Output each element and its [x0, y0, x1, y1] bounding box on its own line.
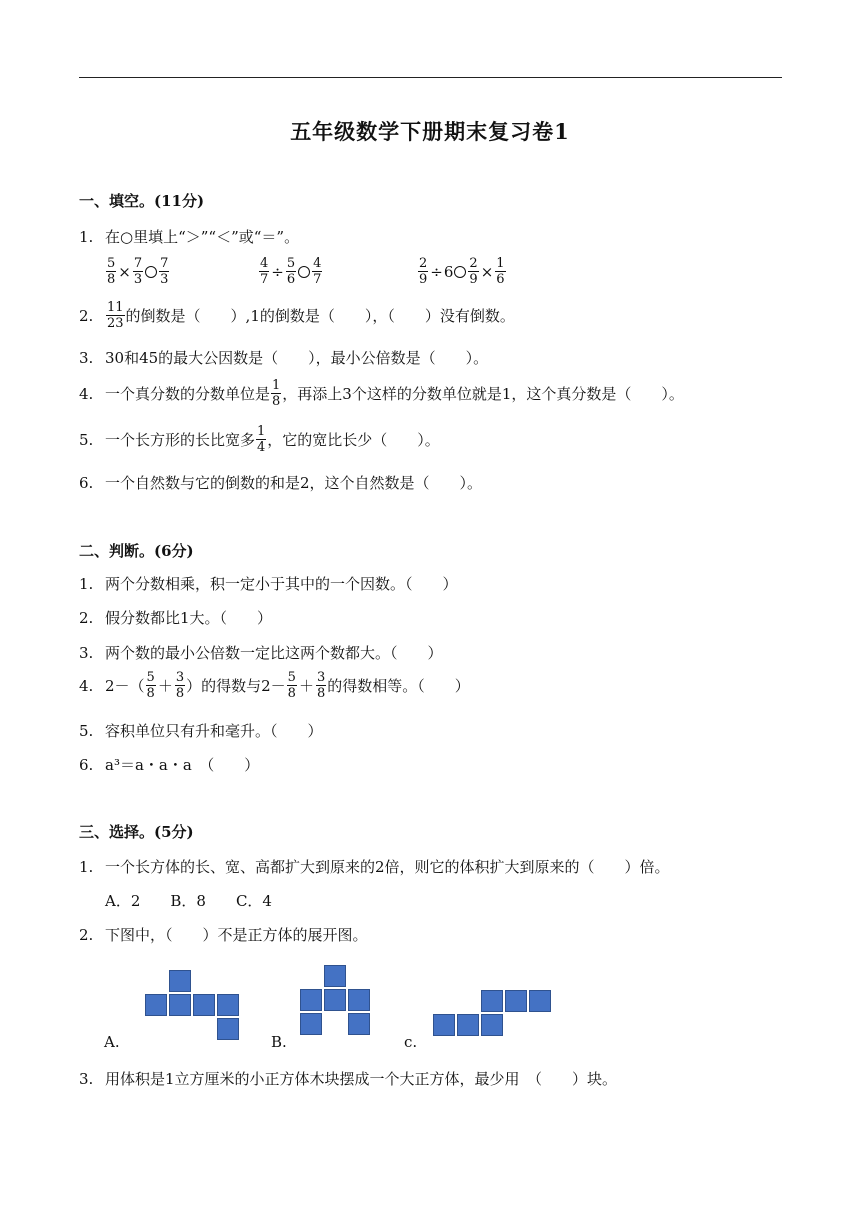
- compare-circle[interactable]: [454, 266, 466, 278]
- fraction: $\frac{3}{8}$: [316, 670, 326, 701]
- choice-options: A．2 B．8 C．4: [105, 892, 272, 910]
- section-heading-fill: 一、填空。(11分): [79, 192, 205, 210]
- compare-circle[interactable]: [145, 266, 157, 278]
- fraction: $\frac{3}{8}$: [175, 670, 185, 701]
- compare-expression-3: $\frac{2}{9}$ ÷ 6 $\frac{2}{9}$ × $\frac{1}{6}$: [419, 256, 505, 287]
- compare-expression-2: $\frac{4}{7}$ ÷ $\frac{5}{6}$ $\frac{4}{7}$: [260, 256, 322, 287]
- fraction: $\frac{5}{8}$: [107, 256, 116, 287]
- section-heading-choice: 三、选择。(5分): [79, 823, 194, 841]
- fraction: $\frac{2}{9}$: [469, 256, 478, 287]
- fraction: $\frac{5}{8}$: [287, 670, 296, 701]
- fill-question-2: 2. $\frac{11}{23}$ 的倒数是（ ）,1的倒数是（ ），（ ）没有倒数。: [79, 300, 515, 331]
- fraction: $\frac{1}{6}$: [496, 256, 505, 287]
- fill-question-6: 6. 一个自然数与它的倒数的和是2，这个自然数是（ ）。: [79, 473, 483, 492]
- section-heading-judge: 二、判断。(6分): [79, 542, 194, 560]
- net-label-a: A.: [104, 1033, 120, 1051]
- question-text: 在○里填上“＞”“＜”或“＝”。: [105, 228, 300, 246]
- fraction: $\frac{1}{8}$: [272, 378, 281, 409]
- fill-question-1: [79, 226, 299, 247]
- fraction: $\frac{7}{3}$: [133, 256, 143, 287]
- choice-question-1: 1. 一个长方体的长、宽、高都扩大到原来的2倍，则它的体积扩大到原来的（ ）倍。: [79, 857, 670, 876]
- fraction: $\frac{4}{7}$: [313, 256, 322, 287]
- question-number: 1.: [79, 227, 94, 246]
- question-text: 30和45的最大公因数是（ ），最小公倍数是（ ）。: [105, 349, 489, 367]
- question-text: 的倒数是（ ）,1的倒数是（ ），（ ）没有倒数。: [125, 307, 515, 325]
- fraction: $\frac{4}{7}$: [260, 256, 269, 287]
- judge-question-4: 4. 2－（ $\frac{5}{8}$ ＋ $\frac{3}{8}$ ）的得数与2－ $\frac{5}{8}$ ＋ $\frac{3}{8}$ 的得数相等。（ ）: [79, 670, 470, 701]
- judge-question-3: 3. 两个数的最小公倍数一定比这两个数都大。（ ）: [79, 643, 443, 662]
- judge-question-1: 1. 两个分数相乘，积一定小于其中的一个因数。（ ）: [79, 574, 458, 593]
- judge-question-5: 5. 容积单位只有升和毫升。（ ）: [79, 721, 323, 740]
- fraction: $\frac{5}{8}$: [146, 670, 155, 701]
- page-title: 五年级数学下册期末复习卷1: [290, 119, 570, 144]
- fill-question-4: 4. 一个真分数的分数单位是 $\frac{1}{8}$ ，再添上3个这样的分数单位就是1，这个真分数是（ ）。: [79, 378, 684, 409]
- judge-question-2: 2. 假分数都比1大。（ ）: [79, 608, 273, 627]
- fraction: $\frac{5}{6}$: [286, 256, 296, 287]
- fraction: $\frac{1}{4}$: [257, 424, 266, 455]
- compare-expression-1: $\frac{5}{8}$ × $\frac{7}{3}$ $\frac{7}{3}$: [107, 256, 169, 287]
- choice-question-2: 2. 下图中，（ ）不是正方体的展开图。: [79, 925, 368, 944]
- net-label-b: B.: [271, 1033, 287, 1051]
- compare-circle[interactable]: [298, 266, 310, 278]
- net-label-c: c.: [404, 1033, 418, 1051]
- choice-question-3: 3. 用体积是1立方厘米的小正方体木块摆成一个大正方体，最少用 （ ）块。: [79, 1069, 618, 1088]
- fraction: $\frac{2}{9}$: [419, 256, 428, 287]
- header-rule: [79, 77, 782, 78]
- fill-question-3: 3. 30和45的最大公因数是（ ），最小公倍数是（ ）。: [79, 348, 489, 367]
- question-text: 一个自然数与它的倒数的和是2，这个自然数是（ ）。: [105, 474, 483, 492]
- judge-question-6: 6. a³＝a・a・a （ ）: [79, 755, 260, 774]
- fraction: $\frac{7}{3}$: [160, 256, 169, 287]
- fraction: $\frac{11}{23}$: [107, 300, 124, 331]
- fill-question-5: 5. 一个长方形的长比宽多 $\frac{1}{4}$ ，它的宽比长少（ ）。: [79, 424, 440, 455]
